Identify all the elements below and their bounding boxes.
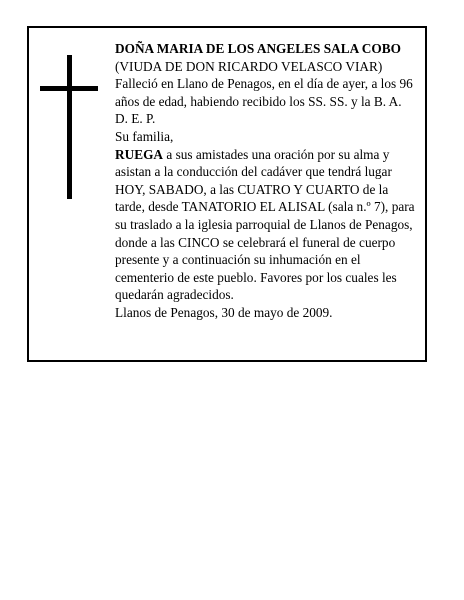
obituary-notice: [27, 26, 427, 362]
widow-of-line: (VIUDA DE DON RICARDO VELASCO VIAR): [115, 58, 383, 74]
deceased-name: DOÑA MARIA DE LOS ANGELES SALA COBO: [115, 41, 401, 56]
rip-line: D. E. P.: [115, 111, 156, 127]
place-and-date: Llanos de Penagos, 30 de mayo de 2009.: [115, 304, 333, 320]
family-line: Su familia,: [115, 128, 174, 144]
request-details: a sus amistades una oración por su alma y asistan a la conducción del cadáver que tendrá lugar HOY, SABADO, a las CUATRO Y CUARTO de la tarde, desde TANATORIO EL ALISAL (sala n.º 7), para su traslado a la iglesia parroquial de Llanos de Penagos, donde a las CINCO se celebrará el funeral de cuerpo presente y a continuación su inhumación en el cementerio de este pueblo. Favores por los cuales les quedarán agradecidos.: [115, 146, 415, 303]
notice-text: [115, 40, 415, 322]
request-word: RUEGA: [115, 146, 164, 162]
latin-cross-icon: [40, 55, 98, 199]
cross-horizontal-bar: [40, 86, 98, 91]
death-announcement: Falleció en Llano de Penagos, en el día de ayer, a los 96 años de edad, habiendo recibido los SS. SS. y la B. A.: [115, 76, 413, 109]
cross-vertical-bar: [67, 55, 72, 199]
funeral-request: [115, 146, 415, 304]
